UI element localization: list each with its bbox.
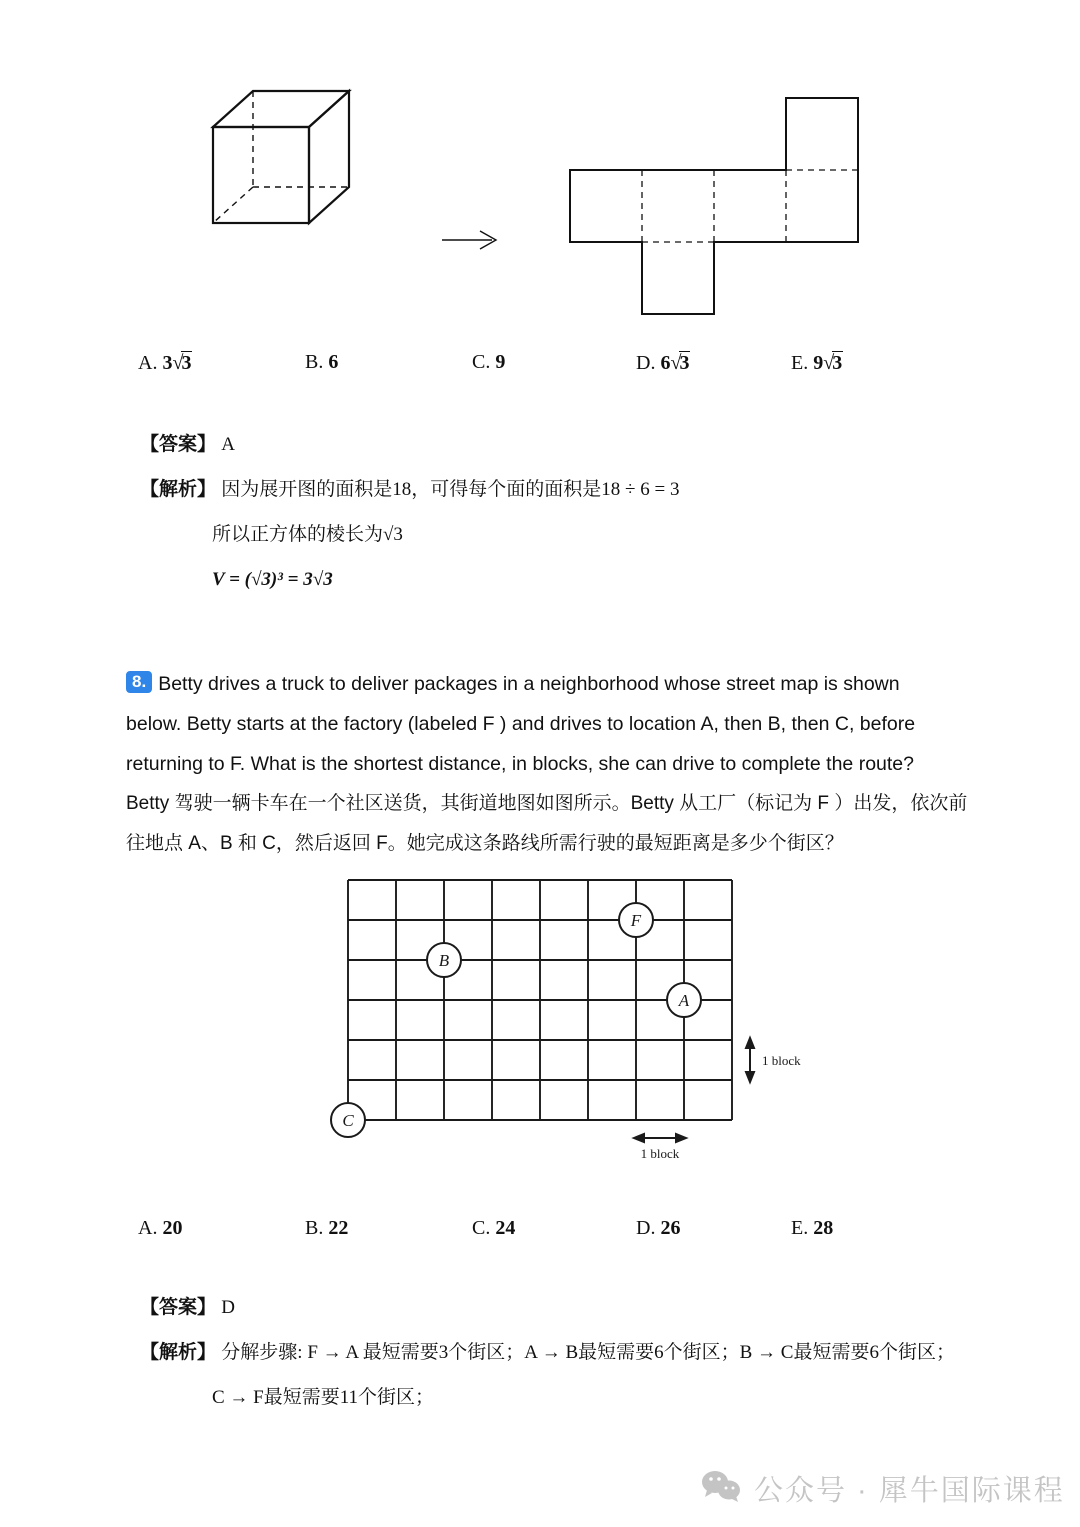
q8-solution-tag: 【解析】 — [140, 1342, 217, 1363]
choice-q7-e[interactable] — [791, 351, 843, 375]
q8-text-en-3: returning to F. What is the shortest distance, in blocks, she can drive to complete the route? — [126, 753, 914, 775]
q8-text-en-2: below. Betty starts at the factory (labeled F ) and drives to location A, then B, then C, before — [126, 713, 916, 735]
transform-arrow-icon — [440, 225, 502, 260]
q8-solution-text-1: 分解步骤: F → A 最短需要3个街区；A → B最短需要6个街区；B → C最短需要6个街区； — [221, 1342, 955, 1363]
map-node-A-label: A — [678, 991, 690, 1010]
choice-q7-a-label: A. — [138, 352, 158, 374]
question-7-figure-row — [0, 60, 1080, 345]
choice-q8-d-label: D. — [636, 1217, 656, 1239]
q8-solution-text-2: C → F最短需要11个街区； — [212, 1387, 435, 1408]
q8-answer-tag: 【答案】 — [140, 1297, 217, 1318]
question-7-answer-block — [140, 422, 679, 602]
q8-text-zh-2: 往地点 A、B 和 C，然后返回 F。她完成这条路线所需行驶的最短距离是多少个街区？ — [126, 833, 844, 854]
map-node-B — [427, 943, 461, 977]
choice-q7-d-label: D. — [636, 352, 656, 374]
scale-bar-vertical — [746, 1038, 754, 1082]
q8-solution-line-2 — [140, 1375, 955, 1420]
q8-line-zh-2 — [126, 824, 966, 864]
q7-solution-text-2: 所以正方体的棱长为√3 — [212, 524, 403, 545]
choice-q7-c[interactable] — [472, 351, 505, 374]
question-8-choices — [138, 1217, 938, 1251]
choice-q7-e-label: E. — [791, 352, 809, 374]
scale-bar-horizontal — [634, 1134, 686, 1142]
choice-q8-a-value: 20 — [162, 1217, 183, 1239]
choice-q7-a[interactable] — [138, 351, 192, 375]
map-node-F-label: F — [630, 911, 642, 930]
q8-text-en-1: Betty drives a truck to deliver packages in a neighborhood whose street map is shown — [158, 673, 900, 695]
q7-solution-text-3: V = (√3)³ = 3√3 — [212, 569, 333, 590]
q8-line-en-3 — [126, 744, 966, 784]
choice-q8-b-label: B. — [305, 1217, 324, 1239]
choice-q7-a-value: 3√3 — [162, 352, 192, 374]
street-map-svg — [318, 862, 818, 1207]
choice-q8-a[interactable] — [138, 1217, 182, 1240]
choice-q8-d-value: 26 — [660, 1217, 681, 1239]
q8-line-zh-1 — [126, 784, 966, 824]
street-map-figure — [318, 862, 818, 1212]
choice-q8-b-value: 22 — [328, 1217, 349, 1239]
q7-solution-line-3 — [140, 557, 679, 602]
question-7-choices — [138, 351, 938, 385]
q8-solution-line-1 — [140, 1330, 955, 1375]
q8-answer-line — [140, 1285, 955, 1330]
q8-answer-value: D — [221, 1297, 236, 1318]
q8-text-zh-1: Betty 驾驶一辆卡车在一个社区送货，其街道地图如图所示。Betty 从工厂（标记为 F ）出发，依次前 — [126, 793, 968, 814]
choice-q8-c-label: C. — [472, 1217, 491, 1239]
choice-q7-b-label: B. — [305, 351, 324, 373]
q7-answer-value: A — [221, 434, 236, 455]
question-number-badge: 8. — [126, 671, 152, 693]
q7-solution-line-2 — [140, 512, 679, 557]
cube-net-figure — [558, 80, 888, 335]
map-node-A — [667, 983, 701, 1017]
choice-q8-a-label: A. — [138, 1217, 158, 1239]
choice-q8-e-label: E. — [791, 1217, 809, 1239]
choice-q8-b[interactable] — [305, 1217, 348, 1240]
cube-3d-figure — [205, 85, 385, 270]
scale-label-vertical: 1 block — [762, 1053, 801, 1068]
q8-line-en-1 — [126, 664, 966, 704]
footer-watermark — [700, 1468, 1065, 1509]
choice-q8-c-value: 24 — [495, 1217, 516, 1239]
choice-q8-d[interactable] — [636, 1217, 680, 1240]
map-node-F — [619, 903, 653, 937]
choice-q8-e[interactable] — [791, 1217, 833, 1240]
scale-label-horizontal: 1 block — [640, 1146, 680, 1161]
choice-q7-e-value: 9√3 — [813, 352, 843, 374]
watermark-text: 公众号 · 犀牛国际课程 — [754, 1475, 1065, 1507]
map-node-C-label: C — [342, 1111, 354, 1130]
choice-q7-b[interactable] — [305, 351, 338, 374]
q7-solution-line-1 — [140, 467, 679, 512]
q8-line-en-2 — [126, 704, 966, 744]
q7-answer-tag: 【答案】 — [140, 434, 217, 455]
q7-solution-tag: 【解析】 — [140, 479, 217, 500]
choice-q8-e-value: 28 — [813, 1217, 834, 1239]
question-8-answer-block — [140, 1285, 955, 1420]
choice-q7-b-value: 6 — [328, 351, 339, 373]
wechat-icon — [700, 1469, 742, 1508]
map-node-B-label: B — [438, 951, 450, 970]
choice-q8-c[interactable] — [472, 1217, 515, 1240]
choice-q7-c-value: 9 — [495, 351, 506, 373]
choice-q7-d[interactable] — [636, 351, 690, 375]
question-8-statement — [126, 664, 966, 864]
choice-q7-d-value: 6√3 — [660, 352, 690, 374]
map-node-C — [331, 1103, 365, 1137]
q7-answer-line — [140, 422, 679, 467]
choice-q7-c-label: C. — [472, 351, 491, 373]
q7-solution-text-1: 因为展开图的面积是18，可得每个面的面积是18 ÷ 6 = 3 — [221, 479, 680, 500]
